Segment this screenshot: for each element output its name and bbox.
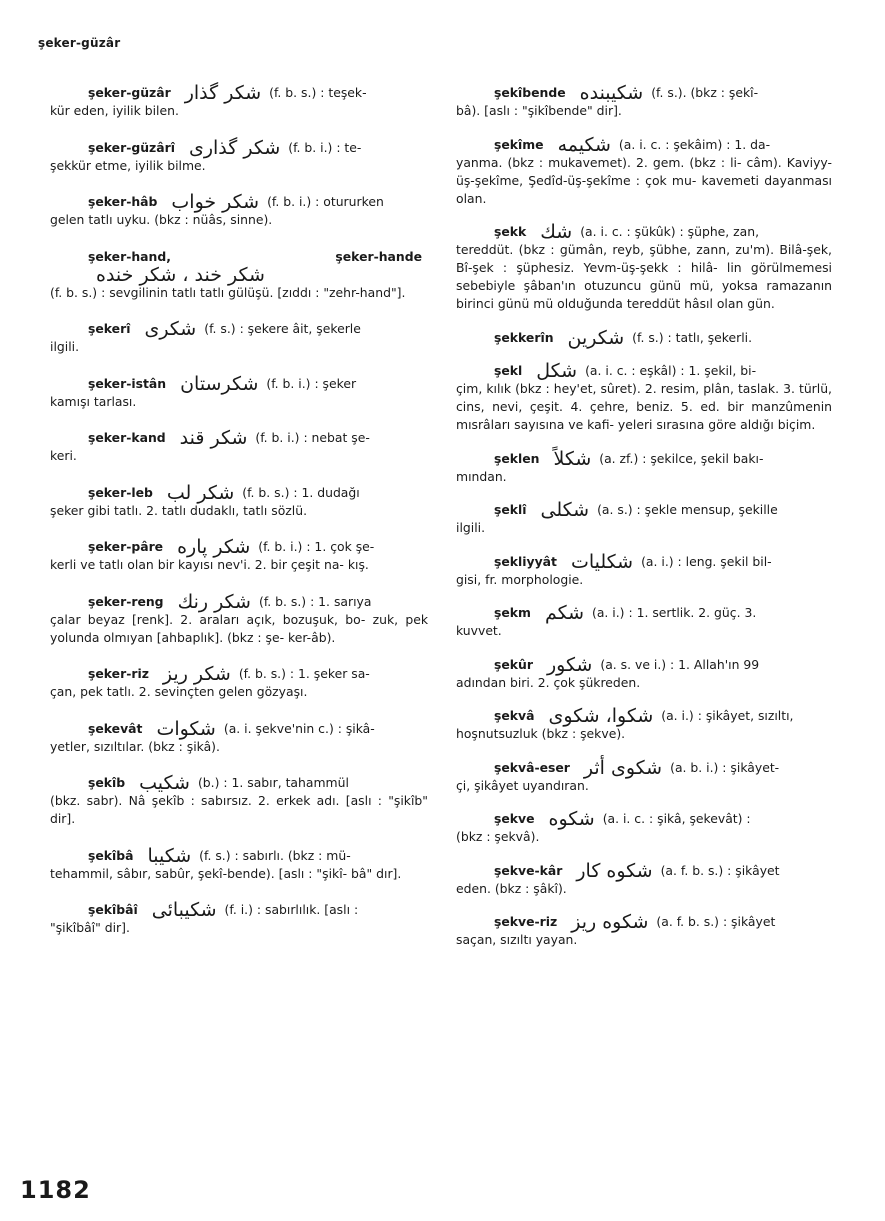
dictionary-entry — [50, 590, 428, 647]
arabic-script: شكليات — [570, 550, 634, 573]
arabic-script: شكور — [546, 653, 593, 676]
entry-first-line — [456, 653, 832, 676]
definition-start: (f. b. s.) : 1. sarıya — [258, 593, 372, 609]
definition-start: (a. i. şekve'nin c.) : şikâ- — [223, 720, 375, 736]
dictionary-entry — [456, 653, 832, 692]
definition-start: (f. s.) : şekere âit, şekerle — [204, 321, 361, 336]
definition-start: (b.) : 1. sabır, tahammül — [197, 775, 349, 790]
headword: şekve — [494, 811, 535, 826]
arabic-script: شك — [540, 221, 573, 243]
arabic-script: شكر گذار — [184, 82, 262, 104]
page-number: 1182 — [20, 1176, 91, 1204]
headword: şekûr — [494, 656, 533, 672]
definition-text: kür eden, iyilik bilen. — [50, 103, 179, 118]
definition-start: (a. i.) : leng. şekil bil- — [641, 553, 772, 569]
definition-start: (a. zf.) : şekilce, şekil bakı- — [599, 450, 764, 466]
dictionary-entry — [50, 248, 428, 302]
definition-text: kerli ve tatlı olan bir kayısı nev'i. 2. bir çeşit na- kış. — [50, 557, 369, 572]
definition-text: gisi, fr. morphologie. — [456, 571, 584, 587]
arabic-script: شكوه — [548, 808, 595, 830]
dictionary-entry — [456, 550, 832, 589]
entry-first-line — [456, 604, 832, 622]
headword: şekm — [494, 605, 531, 620]
definition-text: kamışı tarlası. — [50, 393, 137, 409]
dictionary-entry — [456, 84, 832, 120]
dictionary-entry — [456, 604, 832, 640]
dictionary-entry — [456, 362, 832, 434]
definition-text: yetler, sızıltılar. (bkz : şikâ). — [50, 738, 220, 754]
dictionary-entry — [456, 326, 832, 349]
definition-start: (f. s.) : tatlı, şekerli. — [632, 329, 753, 345]
dictionary-entry — [50, 429, 428, 465]
definition-start: (a. f. b. s.) : şikâyet — [656, 914, 776, 929]
definition-text: çan, pek tatlı. 2. sevinçten gelen gözyaşı. — [50, 684, 308, 699]
entry-first-line — [50, 193, 428, 211]
definition-text: ilgili. — [50, 339, 80, 354]
definition-text: bâ). [aslı : "şikîbende" dir]. — [456, 103, 622, 118]
headword: şekve-kâr — [494, 862, 563, 878]
entry-first-line — [50, 84, 428, 102]
headword: şeker-güzârî — [88, 139, 175, 155]
arabic-script: شكر لب — [166, 481, 235, 504]
entry-first-line — [50, 481, 428, 504]
arabic-script: شكر رنك — [177, 590, 251, 613]
definition-start: (f. s.). (bkz : şekî- — [651, 85, 759, 100]
headword: şeker-istân — [88, 375, 167, 391]
dictionary-entry — [456, 223, 832, 313]
definition-start: (a. i. c. : şikâ, şekevât) : — [602, 811, 751, 826]
headword: şeker-hand, şeker-hande — [88, 248, 422, 264]
definition-start: (f. b. s.) : 1. dudağı — [242, 484, 360, 500]
definition-text: ilgili. — [456, 520, 486, 535]
dictionary-entry — [456, 707, 832, 743]
headword: şeklen — [494, 450, 540, 466]
headword: şekerî — [88, 321, 131, 336]
definition-text: "şikîbâî" dir]. — [50, 920, 130, 935]
definition-text: (f. b. s.) : sevgilinin tatlı tatlı gülüşü. [zıddı : "zehr-hand"]. — [50, 284, 406, 300]
headword: şekîbâ — [88, 847, 134, 863]
definition-text: yanma. (bkz : mukavemet). 2. gem. (bkz : li- câm). Kaviyy-üş-şekîme, Şedîd-üş-şekîme : çok mu- kavemeti dayanması olan. — [456, 154, 832, 206]
definition-start: (a. f. b. s.) : şikâyet — [660, 862, 780, 878]
dictionary-entry — [50, 717, 428, 756]
arabic-script: شكم — [544, 602, 584, 624]
arabic-script: شكوى أثر — [583, 756, 663, 779]
definition-text: (bkz. sabr). Nâ şekîb : sabırsız. 2. erkek adı. [aslı : "şikîb" dir]. — [50, 793, 428, 826]
definition-text: keri. — [50, 448, 77, 463]
headword: şekk — [494, 224, 527, 239]
entry-first-line — [50, 248, 428, 284]
entry-first-line — [50, 136, 428, 159]
arabic-script: شكرين — [567, 326, 625, 349]
arabic-script: شكيب — [139, 772, 190, 794]
definition-start: (f. b. i.) : nebat şe- — [255, 430, 370, 445]
definition-text: adından biri. 2. çok şükreden. — [456, 674, 641, 690]
entry-first-line — [456, 362, 832, 380]
headword: şekkerîn — [494, 329, 554, 345]
definition-text: tereddüt. (bkz : gümân, reyb, şübhe, zann, zu'm). Bilâ-şek, Bî-şek : şüphesiz. Yevm-üş-şekk : hilâ- lin görülmemesi sebebiyle şâban'ın otuzuncu günü mü, yoksa ramazanın birinci günü mü olduğunda tereddüt hâsıl olan gün. — [456, 242, 832, 311]
headword: şeker-hâb — [88, 194, 158, 209]
definition-text: şekkür etme, iyilik bilme. — [50, 157, 206, 173]
dictionary-entry — [50, 481, 428, 520]
entry-first-line — [456, 501, 832, 519]
definition-start: (f. b. i.) : şeker — [266, 375, 357, 391]
right-column — [456, 84, 832, 965]
headword: şekîme — [494, 136, 544, 152]
dictionary-entry — [50, 193, 428, 229]
entry-first-line — [50, 844, 428, 867]
dictionary-entry — [50, 320, 428, 356]
entry-first-line — [50, 372, 428, 395]
dictionary-entry — [456, 501, 832, 537]
dictionary-entry — [50, 774, 428, 828]
definition-start: (f. b. s.) : 1. şeker sa- — [238, 666, 370, 681]
arabic-script: شكيبائى — [151, 899, 217, 921]
dictionary-entry — [50, 665, 428, 701]
headword: şeker-pâre — [88, 539, 164, 554]
entry-first-line — [456, 447, 832, 470]
headword: şekvâ — [494, 708, 535, 723]
headword: şekl — [494, 363, 523, 378]
definition-text: (bkz : şekvâ). — [456, 829, 540, 844]
dictionary-entry — [50, 538, 428, 574]
definition-start: (f. s.) : sabırlı. (bkz : mü- — [199, 847, 351, 863]
dictionary-entry — [456, 810, 832, 846]
definition-start: (a. i.) : şikâyet, sızıltı, — [661, 708, 794, 723]
dictionary-entry — [50, 844, 428, 883]
arabic-script: شكر گذارى — [188, 136, 281, 159]
entry-first-line — [456, 133, 832, 156]
running-head: şeker-güzâr — [38, 36, 121, 50]
dictionary-entry — [50, 901, 428, 937]
arabic-script: شكوه كار — [576, 859, 653, 882]
arabic-script: شكر قند — [179, 427, 248, 449]
headword: şeker-leb — [88, 484, 153, 500]
arabic-script: شكر ريز — [162, 663, 231, 685]
definition-start: (a. i. c. : şükûk) : şüphe, zan, — [580, 224, 760, 239]
headword: şekliyyât — [494, 553, 557, 569]
entry-first-line — [50, 901, 428, 919]
entry-first-line — [456, 84, 832, 102]
entry-first-line — [50, 538, 428, 556]
definition-start: (f. b. i.) : 1. çok şe- — [258, 539, 375, 554]
entry-first-line — [50, 665, 428, 683]
dictionary-entry — [456, 133, 832, 208]
definition-text: şeker gibi tatlı. 2. tatlı dudaklı, tatlı sözlü. — [50, 502, 308, 518]
left-column — [50, 84, 428, 956]
headword: şeker-reng — [88, 593, 164, 609]
definition-text: tehammil, sâbır, sabûr, şekî-bende). [aslı : "şikî- bâ" dır]. — [50, 865, 402, 881]
headword: şeker-güzâr — [88, 85, 171, 100]
arabic-script: شكرستان — [180, 372, 259, 395]
definition-start: (f. i.) : sabırlılık. [aslı : — [224, 902, 359, 917]
definition-start: (a. b. i.) : şikâyet- — [670, 759, 780, 775]
definition-start: (a. i. c. : eşkâl) : 1. şekil, bi- — [585, 363, 757, 378]
definition-start: (a. i. c. : şekâim) : 1. da- — [618, 136, 771, 152]
definition-start: (a. s. ve i.) : 1. Allah'ın 99 — [600, 656, 760, 672]
headword: şekîbâî — [88, 902, 138, 917]
entry-first-line — [456, 223, 832, 241]
definition-text: gelen tatlı uyku. (bkz : nüâs, sinne). — [50, 212, 273, 227]
entry-first-line — [456, 810, 832, 828]
arabic-script: شكيبا — [147, 844, 192, 867]
headword: şekîb — [88, 775, 126, 790]
definition-text: eden. (bkz : şâkî). — [456, 880, 567, 896]
definition-text: çi, şikâyet uyandıran. — [456, 777, 589, 793]
definition-text: çalar beyaz [renk]. 2. araları açık, bozuşuk, bo- zuk, pek yolunda olmıyan [ahbaplık]. (bkz : şe- ker-âb). — [50, 611, 428, 645]
entry-first-line — [456, 707, 832, 725]
dictionary-entry — [50, 136, 428, 175]
definition-start: (f. b. i.) : otururken — [267, 194, 384, 209]
arabic-script: شكيمه — [557, 133, 611, 156]
entry-first-line — [456, 326, 832, 349]
arabic-script: شكيبنده — [579, 82, 644, 104]
entry-first-line — [50, 320, 428, 338]
definition-start: (a. s.) : şekle mensup, şekille — [597, 502, 778, 517]
headword: şekîbende — [494, 85, 566, 100]
definition-start: (a. i.) : 1. sertlik. 2. güç. 3. — [592, 605, 757, 620]
arabic-script: شكر خواب — [171, 191, 260, 213]
dictionary-entry — [456, 447, 832, 486]
definition-text: saçan, sızıltı yayan. — [456, 932, 578, 947]
arabic-script: شكوات — [156, 717, 216, 740]
entry-first-line — [456, 859, 832, 882]
dictionary-entry — [456, 859, 832, 898]
arabic-script: شكرى — [144, 318, 197, 340]
definition-text: mından. — [456, 468, 507, 484]
arabic-script: شكلى — [540, 499, 590, 521]
definition-start: (f. b. i.) : te- — [288, 139, 362, 155]
definition-text: çim, kılık (bkz : hey'et, sûret). 2. resim, plân, taslak. 3. türlü, cins, nevi, çeşit. 4. çehre, beniz. 5. ed. bir manzûmenin mısrâları sayısına ve kafi- yeleri sırasına göre aldığı biçim. — [456, 381, 832, 432]
entry-first-line — [50, 590, 428, 613]
arabic-script: شكر خند ، شكر خنده — [96, 263, 265, 286]
entry-first-line — [456, 756, 832, 779]
dictionary-entry — [456, 756, 832, 795]
arabic-script: شكر پاره — [177, 536, 251, 558]
definition-text: hoşnutsuzluk (bkz : şekve). — [456, 726, 626, 741]
arabic-script: شكلاً — [553, 447, 592, 470]
headword: şeker-kand — [88, 430, 166, 445]
arabic-script: شكوه ريز — [571, 911, 649, 933]
dictionary-entry — [50, 372, 428, 411]
arabic-script: شكوا، شكوى — [548, 705, 654, 727]
entry-first-line — [456, 550, 832, 573]
entry-first-line — [456, 913, 832, 931]
headword: şekvâ-eser — [494, 759, 570, 775]
entry-first-line — [50, 717, 428, 740]
definition-start: (f. b. s.) : teşek- — [269, 85, 367, 100]
headword: şeklî — [494, 502, 527, 517]
definition-text: kuvvet. — [456, 623, 502, 638]
entry-first-line — [50, 774, 428, 792]
headword: şeker-riz — [88, 666, 149, 681]
headword: şekevât — [88, 720, 143, 736]
dictionary-entry — [50, 84, 428, 120]
entry-first-line — [50, 429, 428, 447]
dictionary-entry — [456, 913, 832, 949]
arabic-script: شكل — [536, 360, 578, 382]
headword: şekve-riz — [494, 914, 558, 929]
